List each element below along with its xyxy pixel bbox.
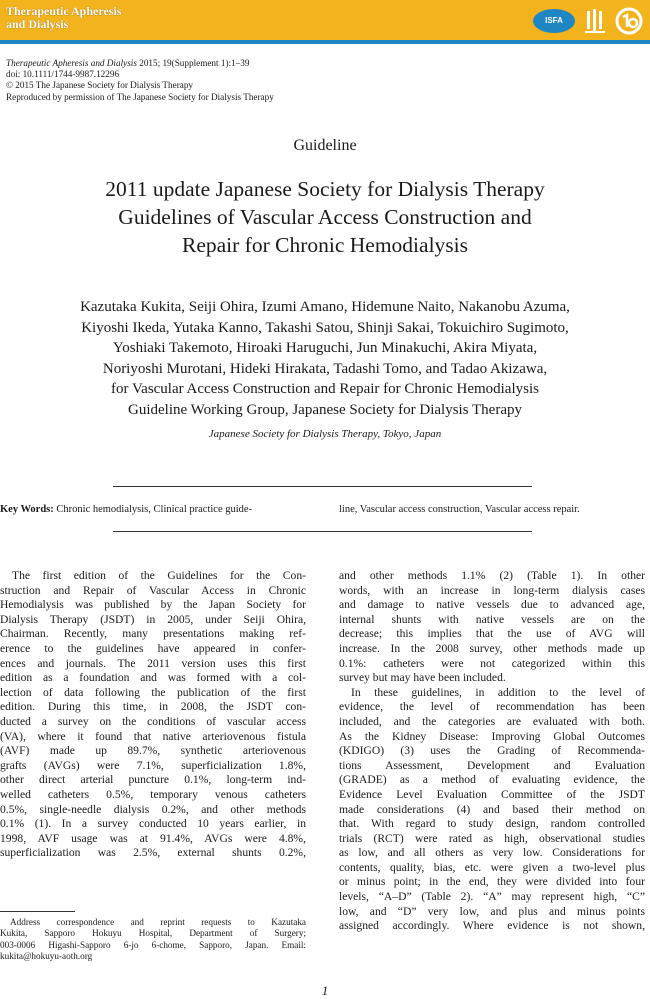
author-line: Kiyoshi Ikeda, Yutaka Kanno, Takashi Satou, Shinji Sakai, Tokuichiro Sugimoto, <box>81 319 569 336</box>
correspondence-footnote <box>0 917 306 962</box>
text-line: 0.1%: catheters were not categorized within this <box>339 656 645 670</box>
citation-line <box>6 58 274 69</box>
text-line: edition. During this time, in 2008, the JSDT con- <box>0 700 306 714</box>
affiliation: Japanese Society for Dialysis Therapy, Tokyo, Japan <box>208 428 442 440</box>
text-line: words, with an increase in long-term dialysis cases <box>339 583 645 597</box>
copyright: © 2015 The Japanese Society for Dialysis Therapy <box>6 80 194 91</box>
text-line: survey but may have been included. <box>339 671 506 685</box>
doi: doi: 10.1111/1744-9987.12296 <box>6 69 120 80</box>
author-line: for Vascular Access Construction and Repair for Chronic Hemodialysis <box>111 381 539 397</box>
text-line: As the Kidney Disease: Improving Global Outcomes <box>339 729 645 743</box>
text-line: low, and “D” very low, and plus and minus points <box>339 904 645 918</box>
text-line: included, and the categories are evaluated with both. <box>339 714 645 728</box>
title-line: 2011 update Japanese Society for Dialysis Therapy <box>105 177 545 201</box>
text-line: 1998, AVF usage was at 91.4%, AVGs were 4.8%, <box>0 831 306 845</box>
text-line: assigned accordingly. Where evidence is not shown, <box>339 919 645 933</box>
text-line: Hemodialysis was published by the Japan Society for <box>0 598 306 612</box>
keywords-top-rule <box>113 486 532 487</box>
text-line: grafts (AVGs) were 7.1%, superficialization 1.8%, <box>0 758 306 772</box>
author-line: Noriyoshi Murotani, Hideki Hirakata, Tadashi Tomo, and Tadao Akizawa, <box>102 360 548 377</box>
text-line: (KDIGO) (3) uses the Grading of Recommenda- <box>339 744 645 758</box>
text-line: trials (RCT) were rated as high, observational studies <box>339 831 645 845</box>
text-line: that. With regard to study design, random controlled <box>339 817 645 831</box>
citation-block <box>6 58 274 103</box>
author-list <box>10 297 640 420</box>
text-line: struction and Repair of Vascular Access in Chronic <box>0 583 306 597</box>
keywords-label: Key Words: <box>0 504 54 515</box>
text-line: (GRADE) as a method of evaluating evidence, the <box>339 773 645 787</box>
jsdt-logo-icon <box>584 7 606 35</box>
text-line: Chairman. Recently, many presentations making ref- <box>0 627 306 641</box>
text-line: decrease; this implies that the use of AVG will <box>339 627 645 641</box>
journal-name <box>6 5 121 31</box>
society-ring-logo-icon <box>614 6 644 36</box>
keywords-right <box>339 504 580 515</box>
title-line: Repair for Chronic Hemodialysis <box>181 233 468 257</box>
text-line: 0.5%, single-needle dialysis 0.2%, and other methods <box>0 802 306 816</box>
text-line: levels, “A–D” (Table 2). “A” may represent high, “C” <box>339 890 645 904</box>
text-line: and damage to native vessels due to advanced age, <box>339 598 645 612</box>
text-line: (AVF) made up 89.7%, synthetic arteriovenous <box>0 744 306 758</box>
text-line: contents, quality, bias, etc. were given a two-level plus <box>339 860 645 874</box>
text-line: The first edition of the Guidelines for the Con- <box>12 569 306 582</box>
text-line: In these guidelines, in addition to the level of <box>351 685 645 699</box>
reproduction-notice: Reproduced by permission of The Japanese Society for Dialysis Therapy <box>6 91 274 102</box>
text-line: ences and journals. The 2011 version uses this first <box>0 656 306 670</box>
footnote-line: Address correspondence and reprint requests to Kazutaka <box>10 917 306 927</box>
footnote-line: kukita@hokuyu-aoth.org <box>0 950 93 961</box>
text-line: ducted a survey on the conditions of vascular access <box>0 714 306 728</box>
text-line: as low, and all others as very low. Considerations for <box>339 846 645 860</box>
journal-banner <box>0 0 650 44</box>
text-line: and other methods 1.1% (2) (Table 1). In other <box>339 569 645 582</box>
keywords-text-part1: Chronic hemodialysis, Clinical practice guide- <box>56 504 253 515</box>
journal-name-line-1: Therapeutic Apheresis <box>6 4 122 18</box>
text-line: internal shunts with native vessels are on the <box>339 612 645 626</box>
article-title <box>20 175 630 259</box>
text-line: other direct arterial puncture 0.1%, long-term ind- <box>0 773 306 787</box>
author-line: Guideline Working Group, Japanese Society for Dialysis Therapy <box>128 401 522 418</box>
text-line: tions Assessment, Development and Evaluation <box>339 758 645 772</box>
keywords-left <box>0 504 252 515</box>
author-line: Yoshiaki Takemoto, Hiroaki Haruguchi, Jun Minakuchi, Akira Miyata, <box>112 340 538 356</box>
text-line: Evidence Level Evaluation Committee of the JSDT <box>339 787 645 801</box>
text-line: lection of data following the publication of the first <box>0 685 306 699</box>
keywords-bottom-rule <box>113 531 532 532</box>
citation-volume: 2015; 19(Supplement 1):1–39 <box>136 58 250 68</box>
page-number: 1 <box>321 983 329 998</box>
author-line: Kazutaka Kukita, Seiji Ohira, Izumi Amano, Hidemune Naito, Nakanobu Azuma, <box>80 299 570 315</box>
text-line: (VA), where it found that native arteriovenous fistula <box>0 729 306 743</box>
body-left-column <box>0 569 306 861</box>
journal-name-line-2: and Dialysis <box>6 17 69 31</box>
text-line: made considerations (4) and based their method on <box>339 802 645 816</box>
text-line: increase. In the 2008 survey, other methods made up <box>339 641 645 655</box>
text-line: Dialysis Therapy (JSDT) in 2005, under Seiji Ohira, <box>0 612 306 626</box>
footnote-rule <box>0 911 75 912</box>
citation-journal: Therapeutic Apheresis and Dialysis <box>6 58 137 68</box>
text-line: or minus point; in the end, they were divided into four <box>339 875 645 889</box>
body-right-column <box>339 569 645 934</box>
text-line: superficialization was 2.5%, external shunts 0.2%, <box>0 846 306 860</box>
text-line: 0.1% (1). In a survey conducted 10 years earlier, in <box>0 817 306 831</box>
article-type: Guideline <box>293 137 357 154</box>
isfa-logo: ISFA <box>533 9 575 33</box>
text-line: evidence, the level of recommendation has been <box>339 700 645 714</box>
text-line: edition as a foundation and was formed with a col- <box>0 671 306 685</box>
footnote-line: 003-0006 Higashi-Sapporo 6-jo 6-chome, Sapporo, Japan. Email: <box>0 939 306 950</box>
footnote-line: Kukita, Sapporo Hokuyu Hospital, Department of Surgery; <box>0 928 306 939</box>
text-line: erence to the guidelines have appeared in confer- <box>0 641 306 655</box>
keywords-text-part2: line, Vascular access construction, Vascular access repair. <box>339 504 580 515</box>
text-line: welled catheters 0.5%, temporary venous catheters <box>0 787 306 801</box>
title-line: Guidelines of Vascular Access Construction and <box>118 205 532 229</box>
